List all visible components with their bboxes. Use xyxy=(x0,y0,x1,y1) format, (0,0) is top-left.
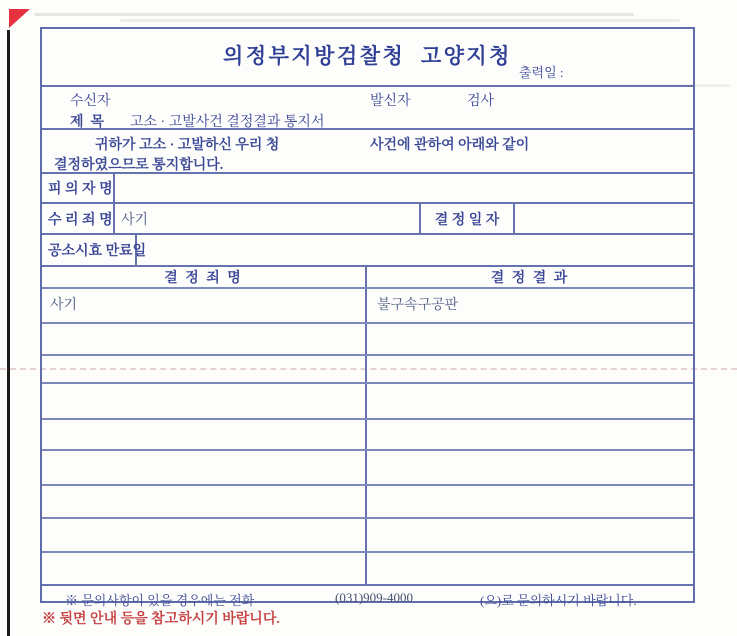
decision-date-value xyxy=(515,204,693,233)
decision-row xyxy=(42,354,693,382)
decision-offense xyxy=(42,420,367,449)
scan-streak xyxy=(120,19,680,22)
decision-row xyxy=(42,517,693,551)
decision-offense xyxy=(42,486,367,517)
decision-result: 불구속구공판 xyxy=(377,298,459,313)
address-section xyxy=(42,85,693,128)
received-offense-row xyxy=(42,202,693,233)
decision-result xyxy=(367,420,693,449)
subject-value: 고소 · 고발사건 결정결과 통지서 xyxy=(130,115,325,130)
body-line1-right: 사건에 관하여 아래와 같이 xyxy=(370,138,530,153)
recipient-label: 수신자 xyxy=(70,94,111,109)
decision-table-header xyxy=(42,265,693,287)
decision-row xyxy=(42,322,693,354)
decision-offense-header: 결 정 죄 명 xyxy=(42,267,367,287)
scan-streak xyxy=(34,13,634,16)
body-line2: 결정하였으므로 통지합니다. xyxy=(54,158,224,173)
decision-row xyxy=(42,449,693,484)
decision-row xyxy=(42,484,693,517)
contact-footer xyxy=(42,584,693,608)
decision-result xyxy=(367,356,693,382)
decision-result-header: 결 정 결 과 xyxy=(490,271,570,286)
sender-value: 검사 xyxy=(467,94,495,109)
decision-date-label: 결 정 일 자 xyxy=(419,204,515,233)
decision-result xyxy=(367,324,693,354)
statute-expiry-value xyxy=(137,235,693,265)
suspect-name-label: 피 의 자 명 xyxy=(42,174,115,202)
decision-offense xyxy=(42,356,367,382)
decision-result xyxy=(367,486,693,517)
decision-offense: 사기 xyxy=(42,289,367,322)
statute-expiry-label: 공소시효 만료일 xyxy=(42,235,137,265)
document-title: 의정부지방검찰청 고양지청 xyxy=(223,44,512,68)
contact-note-suffix: (으)로 문의하시기 바랍니다. xyxy=(480,593,637,608)
statute-expiry-row xyxy=(42,233,693,265)
decision-row xyxy=(42,382,693,418)
contact-note-prefix: ※ 문의사항이 있을 경우에는 전화 xyxy=(65,593,255,608)
suspect-name-value xyxy=(115,174,693,202)
decision-result xyxy=(367,553,693,584)
decision-row xyxy=(42,418,693,449)
print-date-label: 출력일 : xyxy=(519,65,564,80)
scan-edge-line xyxy=(7,30,10,636)
received-offense-label: 수 리 죄 명 xyxy=(42,204,115,233)
suspect-name-row xyxy=(42,172,693,202)
red-flag-marker-icon xyxy=(9,9,30,28)
sender-label: 발신자 xyxy=(370,94,411,109)
notification-form xyxy=(40,27,695,608)
decision-row xyxy=(42,551,693,584)
decision-offense xyxy=(42,553,367,584)
contact-phone: (031)909-4000 xyxy=(335,590,413,605)
body-line1-left: 귀하가 고소 · 고발하신 우리 청 xyxy=(95,138,280,153)
decision-offense xyxy=(42,324,367,354)
decision-offense xyxy=(42,384,367,418)
decision-result xyxy=(367,519,693,551)
backside-guide-note: ※ 뒷면 안내 등을 참고하시기 바랍니다. xyxy=(42,612,280,627)
body-paragraph xyxy=(42,128,693,172)
decision-result xyxy=(367,384,693,418)
subject-label: 제 목 xyxy=(70,115,105,130)
title-section xyxy=(42,29,693,85)
decision-offense xyxy=(42,519,367,551)
decision-offense xyxy=(42,451,367,484)
decision-result xyxy=(367,451,693,484)
received-offense-value: 사기 xyxy=(121,212,149,228)
decision-row xyxy=(42,287,693,322)
